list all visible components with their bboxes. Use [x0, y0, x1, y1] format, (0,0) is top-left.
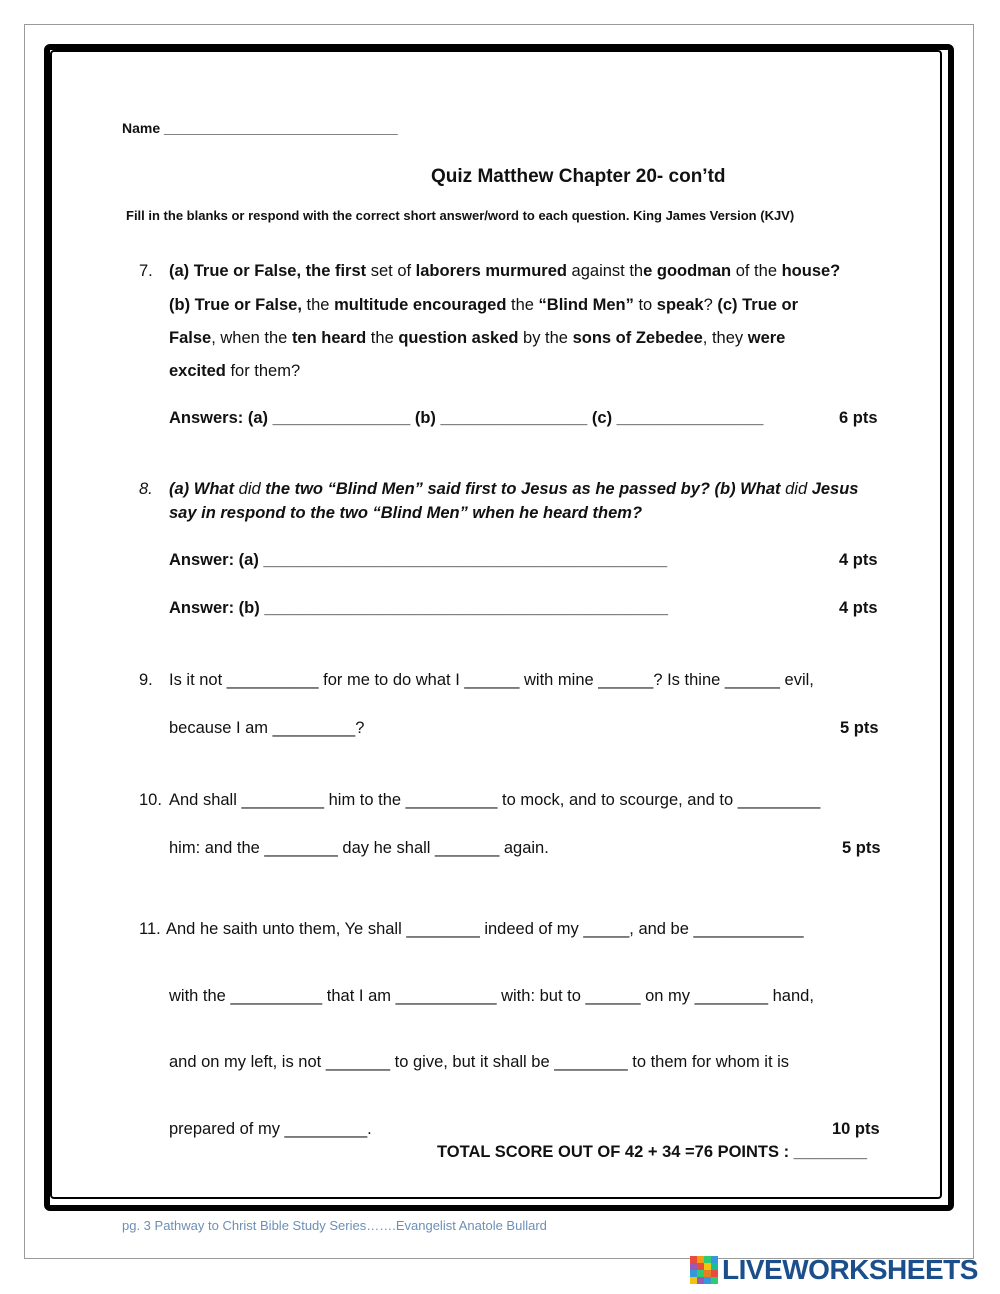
q11-line4[interactable]: prepared of my _________.	[169, 1120, 372, 1138]
liveworksheets-logo-icon	[690, 1256, 718, 1284]
q10-points: 5 pts	[842, 839, 881, 857]
q7-line1: (a) True or False, the first set of laborers murmured against the goodman of the house?	[169, 262, 841, 280]
q8-points-a: 4 pts	[839, 551, 878, 569]
q7-line3: False, when the ten heard the question asked by the sons of Zebedee, they were	[169, 329, 786, 347]
q8-line1: (a) What did the two “Blind Men” said first to Jesus as he passed by? (b) What did Jesus	[169, 480, 859, 498]
q7-line4: excited for them?	[169, 362, 301, 380]
q7-number: 7.	[139, 262, 153, 280]
name-field[interactable]: Name ______________________________	[122, 120, 398, 136]
total-score[interactable]: TOTAL SCORE OUT OF 42 + 34 =76 POINTS : ________	[437, 1143, 868, 1161]
liveworksheets-wordmark: LIVEWORKSHEETS	[722, 1254, 978, 1285]
q8-number: 8.	[139, 480, 153, 498]
q9-points: 5 pts	[840, 719, 879, 737]
q10-line1[interactable]: And shall _________ him to the __________ to mock, and to scourge, and to _________	[169, 791, 821, 809]
liveworksheets-brand	[690, 1254, 978, 1286]
q9-line1[interactable]: Is it not __________ for me to do what I ______ with mine ______? Is thine ______ evil,	[169, 671, 814, 689]
q11-line3[interactable]: and on my left, is not _______ to give, but it shall be ________ to them for whom it is	[169, 1053, 790, 1071]
q10-line2[interactable]: him: and the ________ day he shall _______ again.	[169, 839, 549, 857]
q9-line2[interactable]: because I am _________?	[169, 719, 365, 737]
q8-line2: say in respond to the two “Blind Men” when he heard them?	[169, 504, 643, 522]
q11-number: 11.	[139, 920, 161, 938]
page-footer: pg. 3 Pathway to Christ Bible Study Series…….Evangelist Anatole Bullard	[122, 1218, 547, 1233]
q11-line1[interactable]: And he saith unto them, Ye shall ________ indeed of my _____, and be ____________	[166, 920, 804, 938]
q10-number: 10.	[139, 791, 162, 809]
q11-points: 10 pts	[832, 1120, 880, 1138]
q8-points-b: 4 pts	[839, 599, 878, 617]
q11-line2[interactable]: with the __________ that I am ___________ with: but to ______ on my ________ hand,	[169, 987, 814, 1005]
q8-answer-b[interactable]: Answer: (b) ____________________________________________	[169, 599, 669, 617]
q7-answers[interactable]: Answers: (a) _______________ (b) ________________ (c) ________________	[169, 409, 764, 427]
q7-line2: (b) True or False, the multitude encouraged the “Blind Men” to speak? (c) True or	[169, 296, 799, 314]
instructions: Fill in the blanks or respond with the correct short answer/word to each question. King James Version (KJV)	[126, 208, 795, 223]
q7-points: 6 pts	[839, 409, 878, 427]
quiz-title: Quiz Matthew Chapter 20- con’td	[431, 166, 726, 187]
q9-number: 9.	[139, 671, 153, 689]
q8-answer-a[interactable]: Answer: (a) ____________________________________________	[169, 551, 668, 569]
